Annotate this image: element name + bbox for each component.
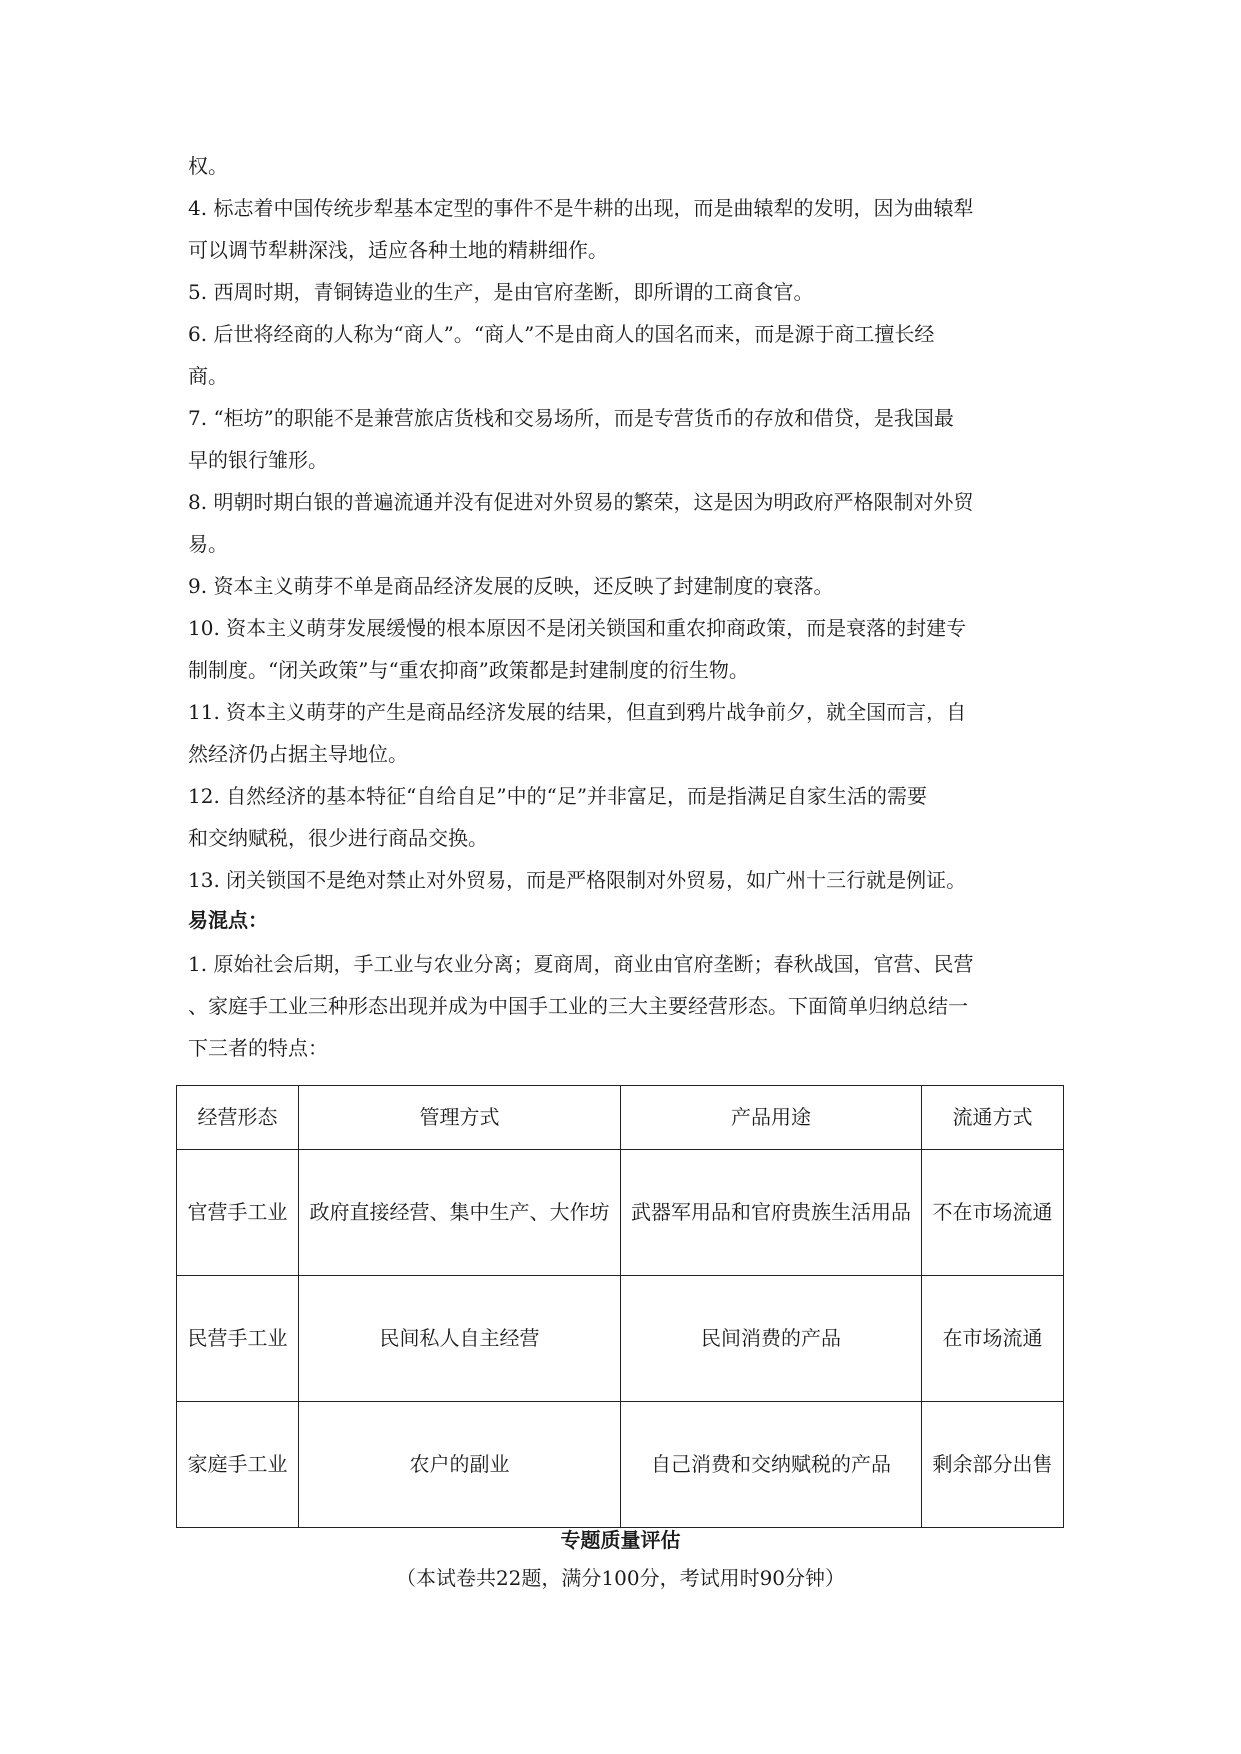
paragraph-line: 制制度。“闭关政策”与“重农抑商”政策都是封建制度的衍生物。 — [188, 658, 749, 682]
table-header-row — [177, 1086, 1064, 1150]
intro-line: 1. 原始社会后期，手工业与农业分离；夏商周，商业由官府垄断；春秋战国，官营、民营 — [188, 952, 974, 976]
table-cell: 民间私人自主经营 — [299, 1276, 621, 1402]
table-cell: 农户的副业 — [299, 1402, 621, 1528]
paragraph-line: 12. 自然经济的基本特征“自给自足”中的“足”并非富足，而是指满足自家生活的需要 — [188, 784, 928, 808]
paragraph-line: 易。 — [188, 532, 228, 556]
paragraph-line: 然经济仍占据主导地位。 — [188, 742, 408, 766]
table-cell: 不在市场流通 — [922, 1150, 1064, 1276]
paragraph-line: 5. 西周时期，青铜铸造业的生产，是由官府垄断，即所谓的工商食官。 — [188, 280, 814, 304]
table-cell: 在市场流通 — [922, 1276, 1064, 1402]
paragraph-line: 10. 资本主义萌芽发展缓慢的根本原因不是闭关锁国和重农抑商政策，而是衰落的封建专 — [188, 616, 967, 640]
paragraph-line: 可以调节犁耕深浅，适应各种土地的精耕细作。 — [188, 238, 608, 262]
table-cell: 民营手工业 — [177, 1276, 299, 1402]
assessment-subtitle: （本试卷共22题，满分100分，考试用时90分钟） — [395, 1566, 846, 1590]
handicraft-forms-table — [176, 1085, 1064, 1528]
section-heading: 易混点： — [188, 908, 268, 932]
table-row — [177, 1276, 1064, 1402]
table-header-cell: 产品用途 — [621, 1086, 922, 1150]
table-header-cell: 经营形态 — [177, 1086, 299, 1150]
paragraph-line: 6. 后世将经商的人称为“商人”。“商人”不是由商人的国名而来，而是源于商工擅长经 — [188, 322, 935, 346]
table-row — [177, 1402, 1064, 1528]
table-header-cell: 流通方式 — [922, 1086, 1064, 1150]
paragraph-line: 权。 — [188, 154, 228, 178]
assessment-title: 专题质量评估 — [560, 1528, 681, 1552]
paragraph-line: 7. “柜坊”的职能不是兼营旅店货栈和交易场所，而是专营货币的存放和借贷，是我国最 — [188, 406, 954, 430]
table-cell: 家庭手工业 — [177, 1402, 299, 1528]
paragraph-line: 商。 — [188, 364, 228, 388]
paragraph-line: 和交纳赋税，很少进行商品交换。 — [188, 826, 488, 850]
paragraph-line: 8. 明朝时期白银的普遍流通并没有促进对外贸易的繁荣，这是因为明政府严格限制对外贸 — [188, 490, 974, 514]
table-header-cell: 管理方式 — [299, 1086, 621, 1150]
paragraph-line: 9. 资本主义萌芽不单是商品经济发展的反映，还反映了封建制度的衰落。 — [188, 574, 834, 598]
paragraph-line: 13. 闭关锁国不是绝对禁止对外贸易，而是严格限制对外贸易，如广州十三行就是例证。 — [188, 868, 967, 892]
table-cell: 官营手工业 — [177, 1150, 299, 1276]
table-cell: 武器军用品和官府贵族生活用品 — [621, 1150, 922, 1276]
paragraph-line: 早的银行雏形。 — [188, 448, 328, 472]
paragraph-line: 11. 资本主义萌芽的产生是商品经济发展的结果，但直到鸦片战争前夕，就全国而言，自 — [188, 700, 967, 724]
table-cell: 自己消费和交纳赋税的产品 — [621, 1402, 922, 1528]
table-cell: 剩余部分出售 — [922, 1402, 1064, 1528]
table-cell: 民间消费的产品 — [621, 1276, 922, 1402]
paragraph-line: 4. 标志着中国传统步犁基本定型的事件不是牛耕的出现，而是曲辕犁的发明，因为曲辕犁 — [188, 196, 974, 220]
intro-line: 下三者的特点： — [188, 1036, 328, 1060]
table-row — [177, 1150, 1064, 1276]
intro-line: 、家庭手工业三种形态出现并成为中国手工业的三大主要经营形态。下面简单归纳总结一 — [188, 994, 968, 1018]
table-cell: 政府直接经营、集中生产、大作坊 — [299, 1150, 621, 1276]
